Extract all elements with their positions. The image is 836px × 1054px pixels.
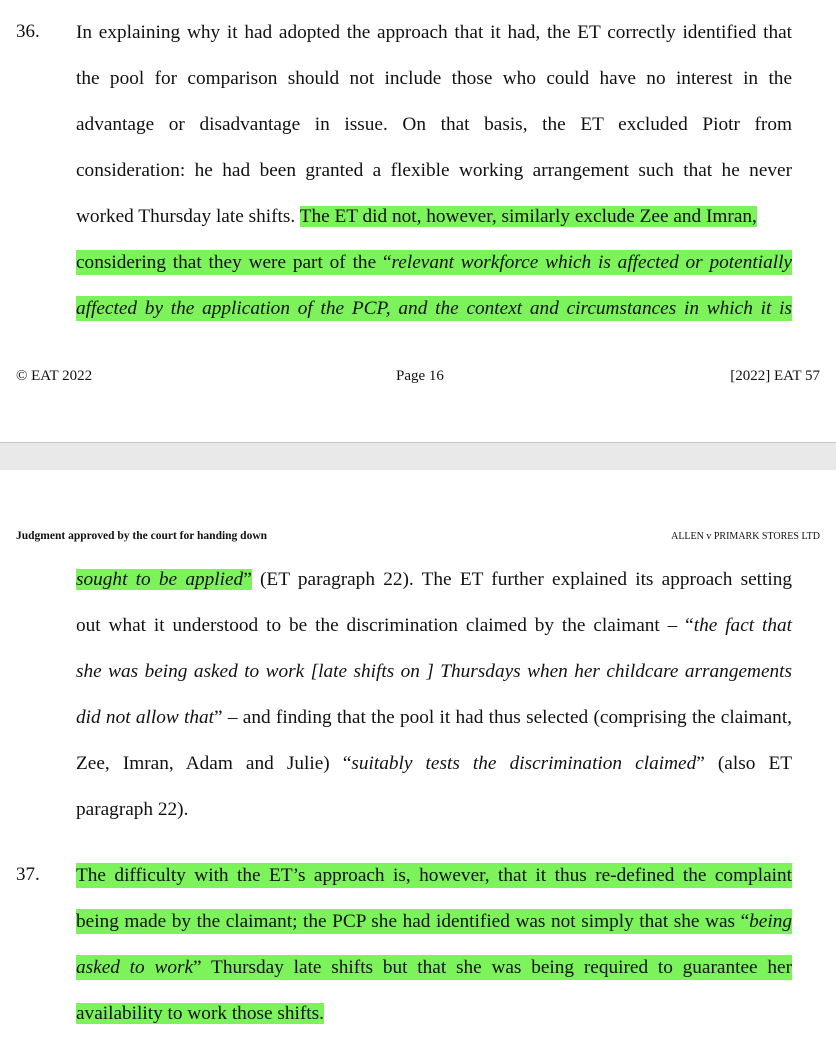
- footer-copyright: © EAT 2022: [16, 368, 93, 384]
- para37-line-3: [76, 956, 792, 980]
- highlighted-text: availability to work those shifts.: [76, 1003, 324, 1024]
- italic-quote: asked to work: [76, 957, 194, 978]
- plain-text: considering that they were part of the “: [76, 252, 392, 273]
- para36-line-4: consideration: he had been granted a flexible working arrangement such that he never: [76, 160, 792, 181]
- italic-quote: did not allow that: [76, 707, 215, 728]
- paragraph-number-36: 36.: [16, 21, 40, 42]
- running-header-right: ALLEN v PRIMARK STORES LTD: [671, 531, 820, 542]
- para36-line-1: In explaining why it had adopted the approach that it had, the ET correctly identified that: [76, 22, 792, 43]
- para36-line-2: the pool for comparison should not include those who could have no interest in the: [76, 68, 792, 89]
- plain-text: ” – and finding that the pool it had thus selected (comprising the claimant,: [214, 707, 793, 728]
- italic-quote: being: [749, 911, 792, 932]
- highlighted-text: The ET did not, however, similarly exclude Zee and Imran,: [299, 206, 757, 227]
- cont-line-4: [76, 706, 792, 730]
- italic-quote: suitably tests the discrimination claimed: [351, 753, 697, 774]
- footer-citation: [2022] EAT 57: [730, 368, 820, 384]
- italic-quote: affected by the application of the PCP, and the context and circumstances in which it is: [76, 298, 792, 319]
- plain-text: ” Thursday late shifts but that she was being required to guarantee her: [193, 957, 792, 978]
- para36-line-3: advantage or disadvantage in issue. On that basis, the ET excluded Piotr from: [76, 114, 792, 135]
- page-separator: [0, 442, 836, 472]
- para37-line-4: [76, 1002, 792, 1026]
- page-16: [0, 0, 836, 442]
- plain-text: (ET paragraph 22). The ET further explained its approach setting: [251, 569, 792, 590]
- paragraph-number-37: 37.: [16, 864, 40, 885]
- cont-line-1: [76, 568, 792, 592]
- italic-quote: the fact that: [693, 615, 793, 636]
- plain-text: Zee, Imran, Adam and Julie) “: [76, 753, 352, 774]
- plain-text: out what it understood to be the discrimination claimed by the claimant – “: [76, 615, 694, 636]
- cont-line-5: [76, 752, 792, 776]
- italic-quote: sought to be applied: [76, 569, 244, 590]
- cont-line-6: paragraph 22).: [76, 799, 189, 820]
- footer-page-number: Page 16: [396, 368, 444, 384]
- italic-quote: she was being asked to work [late shifts on ] Thursdays when her childcare arrangements: [76, 661, 792, 682]
- para37-line-1: The difficulty with the ET’s approach is, however, that it thus re-defined the complaint: [76, 865, 792, 886]
- plain-text: being made by the claimant; the PCP she had identified was not simply that she was “: [76, 911, 750, 932]
- cont-line-2: [76, 614, 792, 638]
- italic-quote: relevant workforce which is affected or potentially: [391, 252, 792, 273]
- para36-line-7: [76, 297, 792, 321]
- close-quote: ”: [243, 569, 252, 590]
- para36-line-5: [76, 205, 792, 229]
- cont-line-3: [76, 660, 792, 684]
- running-header-left: Judgment approved by the court for handing down: [16, 530, 268, 542]
- plain-text: ” (also ET: [696, 753, 793, 774]
- para37-line-2: [76, 910, 792, 934]
- highlighted-text: [76, 569, 252, 590]
- para36-line-6: [76, 251, 792, 275]
- plain-text: worked Thursday late shifts.: [76, 206, 300, 227]
